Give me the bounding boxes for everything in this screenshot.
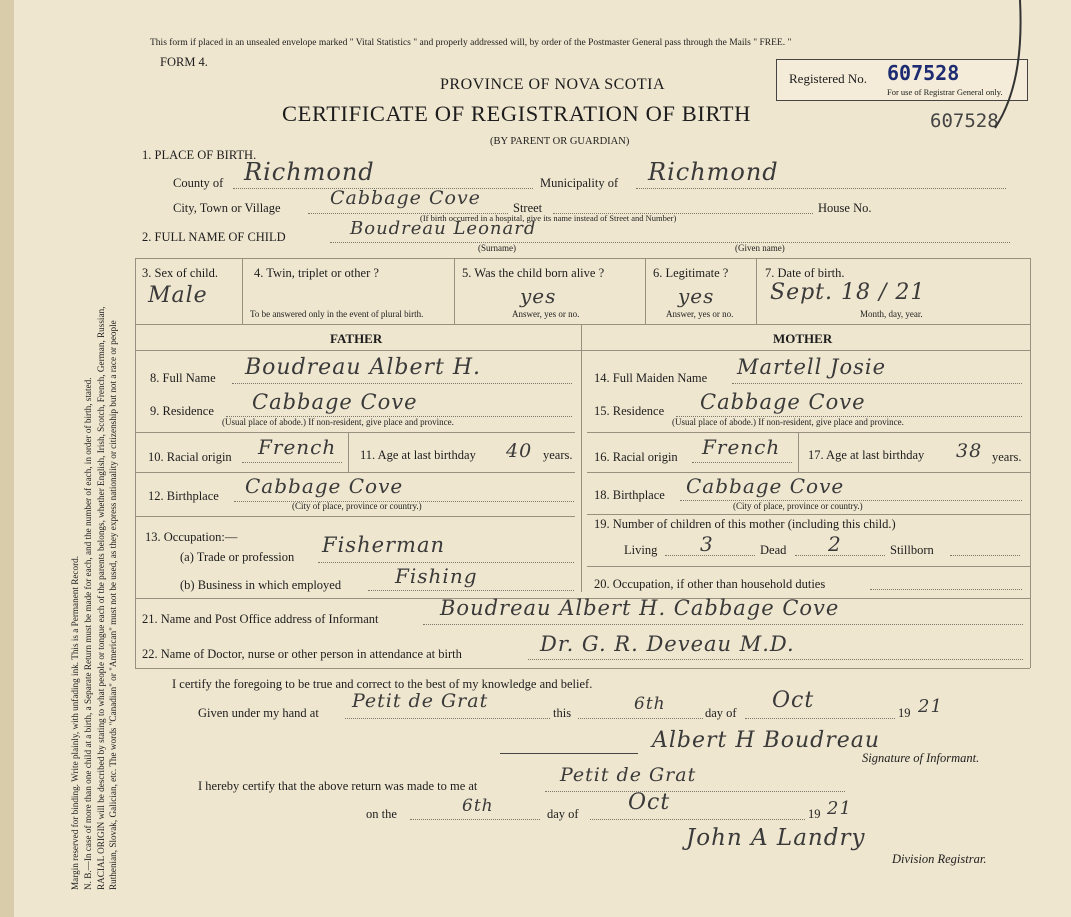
informant-label: 21. Name and Post Office address of Informant — [142, 612, 379, 626]
child-name-label: 2. FULL NAME OF CHILD — [142, 230, 286, 244]
mother-name-label: 14. Full Maiden Name — [594, 371, 708, 385]
twin-label: 4. Twin, triplet or other ? — [254, 266, 379, 280]
mother-heading: MOTHER — [773, 331, 833, 346]
father-abode-note: (Usual place of abode.) If non-resident, give place and province. — [222, 417, 454, 427]
father-name-value: Boudreau Albert H. — [245, 355, 482, 380]
trade-value: Fisherman — [322, 533, 446, 557]
date-format-note: Month, day, year. — [860, 309, 923, 319]
father-residence-value: Cabbage Cove — [252, 390, 418, 414]
mother-abode-note: (Usual place of abode.) If non-resident, give place and province. — [672, 417, 904, 427]
mother-name-value: Martell Josie — [737, 355, 887, 379]
trade-label: (a) Trade or profession — [180, 550, 295, 564]
informant-value: Boudreau Albert H. Cabbage Cove — [440, 596, 840, 620]
house-no-label: House No. — [818, 201, 872, 215]
mother-birthplace-value: Cabbage Cove — [686, 474, 845, 498]
registrar-place-value: Petit de Grat — [560, 764, 697, 786]
occupation-label: 13. Occupation:— — [145, 530, 238, 544]
sex-label: 3. Sex of child. — [142, 266, 219, 280]
children-count-label: 19. Number of children of this mother (including this child.) — [594, 517, 896, 531]
legitimate-note: Answer, yes or no. — [666, 309, 734, 319]
margin-note-3: RACIAL ORIGIN will be described by stating to what people or tongue each of the parents belongs, whether English, Irish, Scotch, French, German, Russian, — [96, 306, 106, 890]
page-title: CERTIFICATE OF REGISTRATION OF BIRTH — [282, 101, 751, 126]
mother-racial-label: 16. Racial origin — [594, 450, 678, 464]
given-name-caption: (Given name) — [735, 243, 785, 253]
certify-statement: I certify the foregoing to be true and correct to the best of my knowledge and belief. — [172, 677, 593, 691]
dead-value: 2 — [828, 532, 842, 556]
mother-birthplace-label: 18. Birthplace — [594, 488, 665, 502]
registrar-day-of-label: day of — [547, 807, 579, 821]
surname-caption: (Surname) — [478, 243, 516, 253]
margin-note-2: N. B.—In case of more than one child at a birth, a Separate Return must be made for each, and the number of each, in order of birth, stated. — [83, 377, 93, 890]
margin-note-4: Ruthenian, Slovak, Galician, etc. The words "Canadian" or "American" must not be used, as they express nationality or citizenship but not a race or people — [108, 320, 118, 890]
father-city-note: (City of place, province or country.) — [292, 501, 422, 511]
informant-signature: Albert H Boudreau — [652, 728, 881, 753]
living-value: 3 — [700, 532, 714, 556]
county-value: Richmond — [244, 158, 375, 186]
mother-city-note: (City of place, province or country.) — [733, 501, 863, 511]
margin-note-1: Margin reserved for binding. Write plainly, with unfading ink. This is a Permanent Record. — [70, 555, 80, 890]
mother-age-value: 38 — [956, 440, 983, 462]
sex-value: Male — [148, 283, 208, 308]
given-year-prefix: 19 — [898, 706, 911, 720]
born-alive-label: 5. Was the child born alive ? — [462, 266, 605, 280]
father-age-value: 40 — [506, 440, 533, 462]
province-heading: PROVINCE OF NOVA SCOTIA — [440, 76, 666, 93]
mother-residence-label: 15. Residence — [594, 404, 665, 418]
street-label: Street — [513, 201, 543, 215]
this-label: this — [553, 706, 572, 720]
born-alive-value: yes — [520, 284, 557, 308]
page-subtitle: (BY PARENT OR GUARDIAN) — [490, 136, 630, 147]
date-of-birth-value: Sept. 18 / 21 — [770, 280, 926, 305]
registrar-year-value: 21 — [827, 798, 852, 819]
given-place-value: Petit de Grat — [352, 690, 489, 712]
father-heading: FATHER — [330, 331, 383, 346]
county-label: County of — [173, 176, 224, 190]
twin-note: To be answered only in the event of plural birth. — [250, 309, 424, 319]
dead-label: Dead — [760, 543, 787, 557]
child-name-value: Boudreau Leonard — [350, 218, 537, 239]
born-alive-note: Answer, yes or no. — [512, 309, 580, 319]
registrar-day-value: 6th — [462, 796, 494, 816]
given-month-value: Oct — [772, 688, 815, 713]
given-day-value: 6th — [634, 694, 666, 714]
division-registrar-caption: Division Registrar. — [892, 852, 987, 866]
form-number: FORM 4. — [160, 55, 208, 69]
given-under-label: Given under my hand at — [198, 706, 319, 720]
living-label: Living — [624, 543, 658, 557]
father-birthplace-label: 12. Birthplace — [148, 489, 219, 503]
attendant-value: Dr. G. R. Deveau M.D. — [540, 632, 795, 656]
municipality-label: Municipality of — [540, 176, 619, 190]
stamped-number: 607528 — [930, 110, 999, 132]
date-of-birth-label: 7. Date of birth. — [765, 266, 845, 280]
mother-years-label: years. — [992, 450, 1022, 464]
father-years-label: years. — [543, 448, 573, 462]
business-label: (b) Business in which employed — [180, 578, 342, 592]
legitimate-value: yes — [678, 284, 715, 308]
municipality-value: Richmond — [648, 158, 779, 186]
day-of-label: day of — [705, 706, 737, 720]
registrar-year-prefix: 19 — [808, 807, 821, 821]
business-value: Fishing — [395, 564, 478, 588]
registrar-signature: John A Landry — [686, 825, 866, 851]
registrar-month-value: Oct — [628, 790, 671, 815]
mother-age-label: 17. Age at last birthday — [808, 448, 925, 462]
city-town-value: Cabbage Cove — [330, 187, 481, 209]
signature-caption: Signature of Informant. — [862, 751, 980, 765]
father-birthplace-value: Cabbage Cove — [245, 474, 404, 498]
stillborn-label: Stillborn — [890, 543, 934, 557]
legitimate-label: 6. Legitimate ? — [653, 266, 729, 280]
binding-edge — [0, 0, 14, 917]
mother-residence-value: Cabbage Cove — [700, 390, 866, 414]
attendant-label: 22. Name of Doctor, nurse or other person in attendance at birth — [142, 647, 462, 661]
hospital-note: (If birth occurred in a hospital, give its name instead of Street and Number) — [420, 213, 677, 223]
father-residence-label: 9. Residence — [150, 404, 214, 418]
father-name-label: 8. Full Name — [150, 371, 216, 385]
pencil-mark — [990, 0, 1030, 140]
mother-occupation-label: 20. Occupation, if other than household duties — [594, 577, 826, 591]
registrar-use-note: For use of Registrar General only. — [887, 87, 1003, 97]
mailing-notice: This form if placed in an unsealed envelope marked " Vital Statistics " and properly addressed will, by order of the Postmaster General pass through the Mails " FREE. " — [150, 38, 792, 48]
city-town-label: City, Town or Village — [173, 201, 281, 215]
registrar-statement: I hereby certify that the above return was made to me at — [198, 779, 478, 793]
on-the-label: on the — [366, 807, 397, 821]
mother-racial-value: French — [702, 435, 781, 459]
father-racial-value: French — [258, 435, 337, 459]
given-year-value: 21 — [918, 696, 943, 717]
father-age-label: 11. Age at last birthday — [360, 448, 476, 462]
father-racial-label: 10. Racial origin — [148, 450, 232, 464]
registration-number: 607528 — [887, 61, 960, 85]
registered-label: Registered No. — [789, 71, 867, 86]
place-of-birth-label: 1. PLACE OF BIRTH. — [142, 148, 257, 162]
